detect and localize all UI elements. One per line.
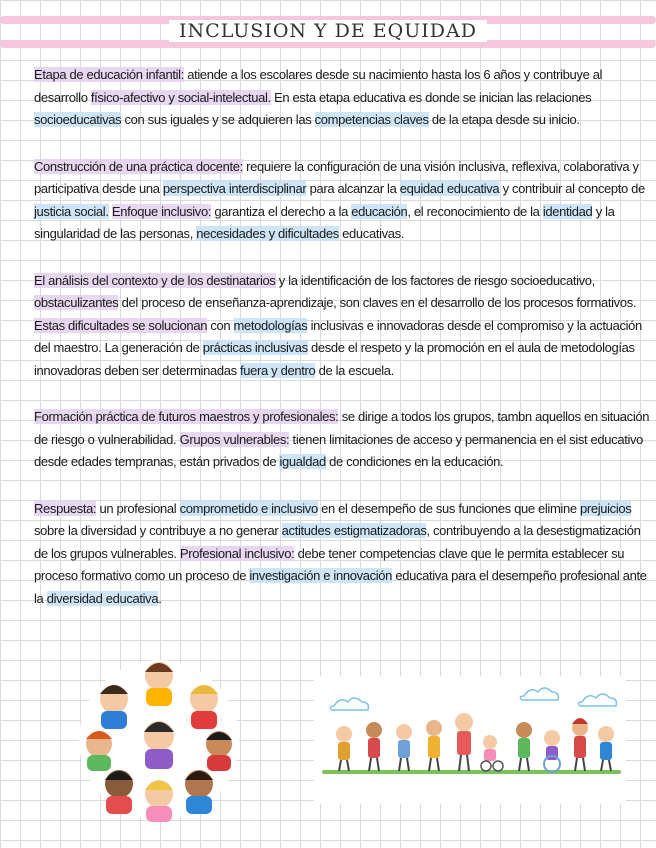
text-segment: En esta etapa educativa es donde se inician las relaciones [270, 89, 592, 105]
highlighted-term: Profesional inclusivo: [179, 545, 295, 561]
text-segment: requiere la configuración de una visión inclusiva, reflexiva, colaborativa y participativa desde una [34, 158, 639, 196]
text-segment: con sus iguales y se adquieren las [121, 112, 315, 127]
text-segment: desde el respeto y la promoción en el aula de metodologías innovadoras deben ser determinadas [34, 340, 635, 378]
highlighted-term: educación [351, 203, 408, 219]
highlighted-term: justicia social. [34, 203, 109, 219]
highlighted-term: Grupos vulnerables: [179, 431, 290, 447]
highlighted-term: Construcción de una práctica docente: [34, 158, 243, 174]
text-segment: en el desempeño de sus funciones que elimine [317, 500, 580, 516]
text-segment: educativas. [338, 226, 405, 241]
title-banner [0, 14, 656, 54]
paragraph-3 [34, 270, 650, 383]
paragraph-5 [34, 498, 650, 611]
highlighted-term: equidad educativa [399, 181, 500, 196]
highlighted-term: necesidades y dificultades [196, 226, 339, 241]
text-segment: sobre la diversidad y contribuye a no generar [34, 523, 282, 538]
highlighted-term: Respuesta: [34, 500, 97, 516]
highlighted-term: diversidad educativa [46, 590, 159, 606]
children-circle-illustration [74, 654, 244, 826]
highlighted-term: Formación práctica de futuros maestros y profesionales: [34, 409, 339, 424]
paragraph-1 [34, 64, 650, 132]
text-segment: educativa para el desempeño profesional ante la [34, 568, 647, 606]
text-segment: atiende a los escolares desde su nacimiento hasta los 6 años y contribuye al desarrollo [34, 67, 603, 105]
text-segment: de la etapa desde su inicio. [428, 112, 580, 127]
illustrations [0, 650, 656, 848]
highlighted-term: comprometido e inclusivo [179, 500, 318, 516]
highlighted-term: actitudes estigmatizadoras [281, 523, 427, 538]
text-segment: , contribuyendo a la desestigmatización de los grupos vulnerables. [34, 523, 641, 561]
text-segment: y la singularidad de las personas, [34, 203, 615, 241]
text-segment: con [207, 317, 234, 333]
text-segment: . [158, 590, 162, 606]
text-segment: y contribuir al concepto de [499, 181, 645, 196]
paragraph-4 [34, 406, 650, 474]
page-title-wrap [0, 20, 656, 42]
text-segment: un profesional [96, 500, 180, 516]
highlighted-term: perspectiva interdisciplinar [162, 181, 307, 196]
highlighted-term: El análisis del contexto y de los destinatarios [34, 272, 276, 288]
highlighted-term: Enfoque inclusivo: [111, 203, 212, 219]
highlighted-term: prejuicios [579, 500, 632, 516]
text-segment: tienen limitaciones de acceso y permanencia en el sist educativo desde edades tempranas, están privados de [34, 431, 644, 469]
highlighted-term: competencias claves [314, 112, 429, 127]
children-row-illustration [314, 676, 626, 804]
page-title: INCLUSION Y DE EQUIDAD [169, 20, 487, 42]
highlighted-term: igualdad [279, 454, 326, 469]
text-segment: debe tener competencias clave que le permita establecer su proceso formativo como un proceso de [34, 545, 625, 583]
highlighted-term: obstaculizantes [34, 295, 119, 310]
highlighted-term: socioeducativas [34, 112, 122, 127]
highlighted-term: Estas dificultades se solucionan [34, 317, 208, 333]
highlighted-term: Etapa de educación infantil: [34, 67, 184, 82]
text-segment: garantiza el derecho a la [211, 203, 352, 219]
text-segment: de condiciones en la educación. [325, 454, 504, 469]
child-figures-row [336, 713, 614, 772]
text-segment: de la escuela. [315, 362, 394, 378]
text-segment: , el reconocimiento de la [407, 203, 543, 219]
highlighted-term: prácticas inclusivas [202, 340, 308, 355]
text-segment: se dirige a todos los grupos, tambn aquellos en situación de riesgo o vulnerabilidad. [34, 409, 650, 447]
cloud-icons [330, 688, 616, 710]
text-segment: del proceso de enseñanza-aprendizaje, son claves en el desarrollo de los procesos formativos. [118, 295, 637, 310]
text-segment: inclusivas e innovadoras desde el compromiso y la actuación del maestro. La generación de [34, 317, 642, 355]
highlighted-term: investigación e innovación [249, 568, 393, 583]
highlighted-term: fuera y dentro [240, 362, 316, 378]
notes-body [34, 64, 650, 634]
paragraph-2 [34, 156, 650, 246]
text-segment: y la identificación de los factores de riesgo socioeducativo, [275, 272, 595, 288]
text-segment: para alcanzar la [306, 181, 400, 196]
highlighted-term: identidad [542, 203, 593, 219]
highlighted-term: metodologías [233, 317, 308, 333]
highlighted-term: físico-afectivo y social-intelectual. [90, 89, 271, 105]
